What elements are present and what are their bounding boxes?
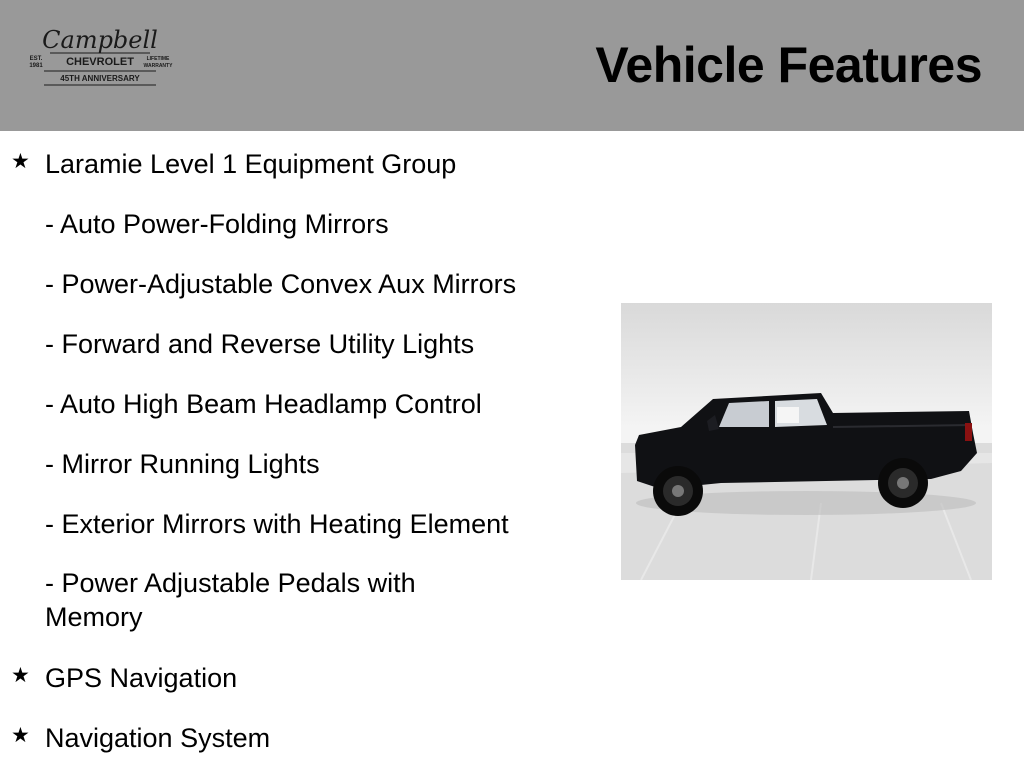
star-bullet-icon: ★	[11, 724, 30, 747]
feature-text: - Mirror Running Lights	[45, 449, 320, 479]
header-bar	[0, 0, 1024, 131]
feature-text: - Auto High Beam Headlamp Control	[45, 389, 482, 419]
logo-brand: Campbell	[42, 26, 158, 54]
logo-make: CHEVROLET	[66, 56, 134, 68]
svg-text:LIFETIME: LIFETIME	[146, 56, 170, 62]
dealer-logo	[24, 22, 176, 90]
feature-text: - Power-Adjustable Convex Aux Mirrors	[45, 269, 517, 299]
feature-text: - Exterior Mirrors with Heating Element	[45, 509, 509, 539]
page-title: Vehicle Features	[595, 37, 982, 93]
svg-text:WARRANTY: WARRANTY	[143, 63, 173, 69]
feature-text: Laramie Level 1 Equipment Group	[45, 149, 457, 179]
feature-text: Navigation System	[45, 723, 271, 753]
feature-text: - Forward and Reverse Utility Lights	[45, 329, 475, 359]
logo-anniversary: 45TH ANNIVERSARY	[60, 74, 140, 83]
logo-est-year: 1981	[29, 63, 43, 69]
feature-text: GPS Navigation	[45, 663, 238, 693]
logo-est-label: EST.	[29, 56, 43, 62]
feature-text: - Auto Power-Folding Mirrors	[45, 209, 389, 239]
star-bullet-icon: ★	[11, 664, 30, 687]
star-bullet-icon: ★	[11, 150, 30, 173]
feature-text: - Power Adjustable Pedals with Memory	[45, 568, 416, 632]
vehicle-photo	[621, 303, 992, 580]
